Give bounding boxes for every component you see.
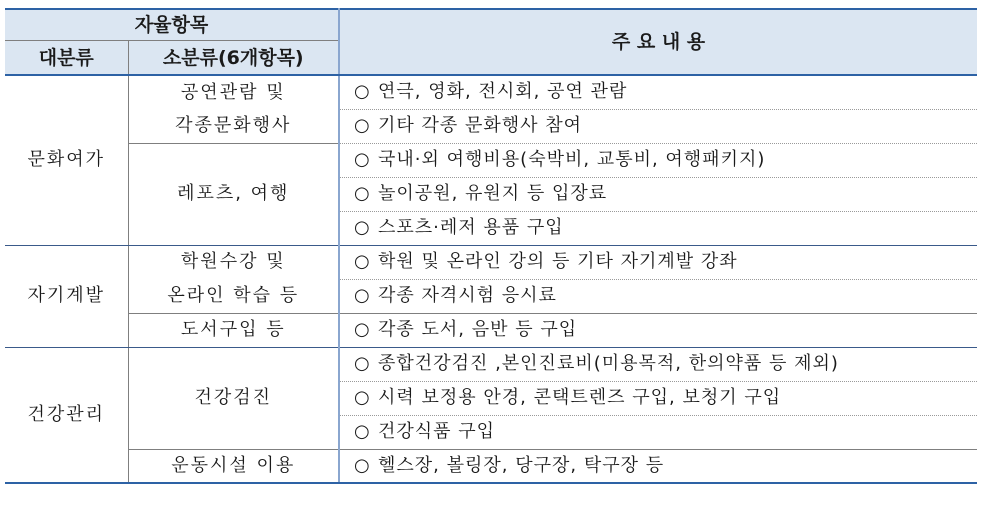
content-item [339, 109, 977, 143]
table-row [5, 449, 977, 483]
content-item-text: 학원 및 온라인 강의 등 기타 자기계발 강좌 [378, 251, 738, 272]
circle-bullet-icon: ○ [354, 149, 371, 170]
table-row [5, 109, 977, 143]
minor-category-line: 공연관람 및 [128, 75, 339, 109]
major-category-header: 대분류 [5, 41, 128, 76]
content-item [339, 381, 977, 415]
table-row [5, 279, 977, 313]
content-item [339, 415, 977, 449]
circle-bullet-icon: ○ [354, 251, 371, 272]
circle-bullet-icon: ○ [354, 319, 371, 340]
circle-bullet-icon: ○ [354, 183, 371, 204]
content-item [339, 177, 977, 211]
circle-bullet-icon: ○ [354, 115, 371, 136]
table-body [5, 75, 977, 483]
minor-category-line: 학원수강 및 [128, 245, 339, 279]
content-item [339, 279, 977, 313]
self-care-items-table-wrapper [5, 8, 977, 484]
minor-category-cell: 도서구입 등 [128, 313, 339, 347]
group-header: 자율항목 [5, 9, 339, 41]
table-row [5, 245, 977, 279]
content-item [339, 211, 977, 245]
circle-bullet-icon: ○ [354, 421, 371, 442]
circle-bullet-icon: ○ [354, 454, 371, 476]
circle-bullet-icon: ○ [354, 217, 371, 238]
content-item [339, 449, 977, 483]
content-item-text: 각종 자격시험 응시료 [378, 285, 557, 306]
minor-category-line: 온라인 학습 등 [128, 279, 339, 313]
circle-bullet-icon: ○ [354, 81, 371, 103]
content-item-text: 기타 각종 문화행사 참여 [378, 115, 583, 136]
content-item-text: 시력 보정용 안경, 콘택트렌즈 구입, 보청기 구입 [378, 387, 782, 408]
content-item-text: 놀이공원, 유원지 등 입장료 [378, 183, 608, 204]
table-row [5, 75, 977, 109]
minor-category-cell: 운동시설 이용 [128, 449, 339, 483]
content-header: 주 요 내 용 [339, 9, 977, 75]
minor-category-header: 소분류(6개항목) [128, 41, 339, 76]
content-item-text: 종합건강검진 ,본인진료비(미용목적, 한의약품 등 제외) [378, 353, 839, 374]
table-header [5, 9, 977, 75]
circle-bullet-icon: ○ [354, 285, 371, 306]
content-item-text: 스포츠·레저 용품 구입 [378, 217, 564, 238]
content-item [339, 347, 977, 381]
content-item-text: 각종 도서, 음반 등 구입 [378, 319, 578, 340]
major-category-cell: 자기계발 [5, 245, 128, 347]
content-item [339, 245, 977, 279]
content-item [339, 313, 977, 347]
table-row [5, 313, 977, 347]
content-item [339, 143, 977, 177]
minor-category-cell: 건강검진 [128, 347, 339, 449]
circle-bullet-icon: ○ [354, 387, 371, 408]
table-row [5, 347, 977, 381]
content-item [339, 75, 977, 109]
content-item-text: 건강식품 구입 [378, 421, 496, 442]
content-item-text: 연극, 영화, 전시회, 공연 관람 [378, 81, 628, 103]
self-care-items-table [5, 8, 977, 484]
circle-bullet-icon: ○ [354, 353, 371, 374]
minor-category-cell: 레포츠, 여행 [128, 143, 339, 245]
major-category-cell: 건강관리 [5, 347, 128, 483]
content-item-text: 헬스장, 볼링장, 당구장, 탁구장 등 [378, 454, 665, 476]
content-item-text: 국내·외 여행비용(숙박비, 교통비, 여행패키지) [378, 149, 766, 170]
table-row [5, 143, 977, 177]
major-category-cell: 문화여가 [5, 75, 128, 245]
minor-category-line: 각종문화행사 [128, 109, 339, 143]
